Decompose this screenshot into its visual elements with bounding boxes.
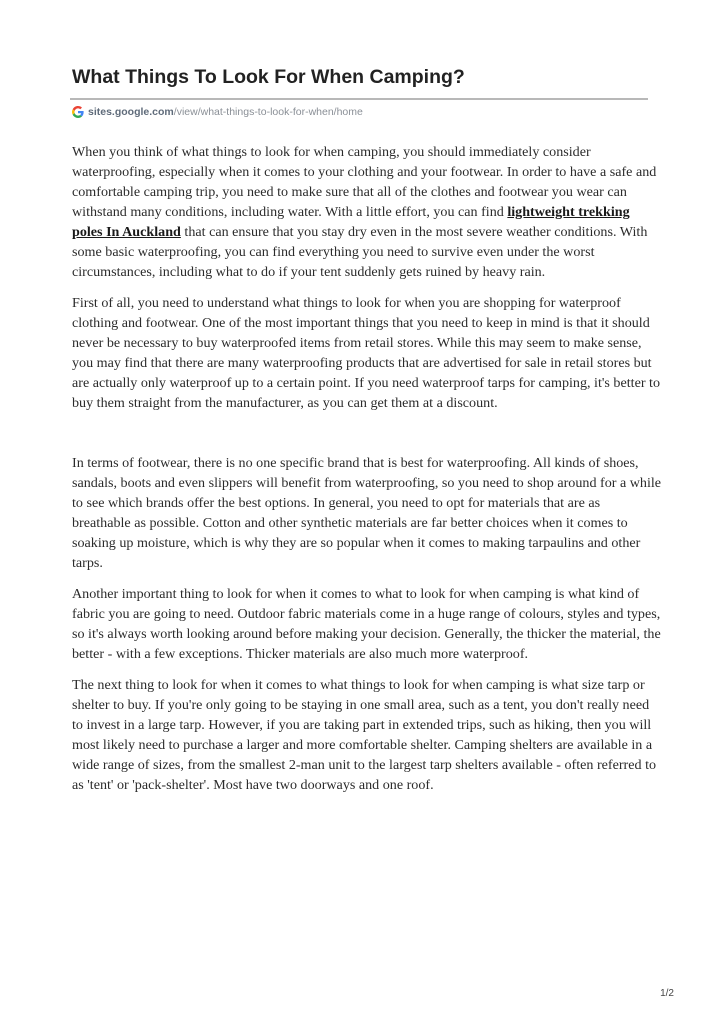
paragraph-3: In terms of footwear, there is no one specific brand that is best for waterproofing. All kinds of shoes, sandals, boots and even slippers will benefit from waterproofing, so you need to shop around for a while to see which brands offer the best options. In general, you need to opt for materials that are as breathable as possible. Cotton and other synthetic materials are far better choices when it comes to soaking up moisture, which is why they are so popular when it comes to making tarpaulins and other tarps. <box>72 455 662 571</box>
paragraph-1-text-before: When you think of what things to look for when camping, you should immediately consider waterproofing, especially when it comes to your clothing and your footwear. In order to have a safe and comfortable camping trip, you need to make sure that all of the clothes and footwear you wear can withstand many conditions, including water. With a little effort, you can find <box>72 144 657 220</box>
article-body <box>72 142 662 806</box>
paragraph-1-text-after: that can ensure that you stay dry even in the most severe weather conditions. With some basic waterproofing, you can find everything you need to survive even under the worst circumstances, including what to do if your tent suddenly gets ruined by heavy rain. <box>72 224 648 280</box>
paragraph-1 <box>72 142 662 282</box>
source-url[interactable] <box>72 106 363 118</box>
source-domain: sites.google.com <box>88 106 174 118</box>
trekking-poles-link[interactable]: lightweight trekking poles In Auckland <box>72 204 630 240</box>
paragraph-5: The next thing to look for when it comes to what things to look for when camping is what size tarp or shelter to buy. If you're only going to be staying in one small area, such as a tent, you don't really need to invest in a large tarp. However, if you are taking part in extended trips, such as hiking, then you will most likely need to purchase a larger and more comfortable shelter. Camping shelters are available in a wide range of sizes, from the smallest 2-man unit to the largest tarp shelters available - often referred to as 'tent' or 'pack-shelter'. Most have two doorways and one roof. <box>72 677 657 793</box>
paragraph-2: First of all, you need to understand what things to look for when you are shopping for waterproof clothing and footwear. One of the most important things that you need to keep in mind is that it should never be necessary to buy waterproofed items from retail stores. While this may seem to make sense, you may find that there are many waterproofing products that are advertised for sale in retail stores but are actually only waterproof up to a certain point. If you need waterproof tarps for camping, it's better to buy them straight from the manufacturer, as you can get them at a discount. <box>72 295 661 411</box>
google-g-icon <box>72 106 84 118</box>
paragraph-4: Another important thing to look for when it comes to what to look for when camping is what kind of fabric you are going to need. Outdoor fabric materials come in a huge range of colours, styles and types, so it's always worth looking around before making your decision. Generally, the thicker the material, the better - with a few exceptions. Thicker materials are also much more waterproof. <box>72 586 661 662</box>
title-divider <box>70 98 648 100</box>
page-number: 1/2 <box>660 988 674 999</box>
page-title: What Things To Look For When Camping? <box>72 66 465 88</box>
source-path: /view/what-things-to-look-for-when/home <box>173 106 363 118</box>
